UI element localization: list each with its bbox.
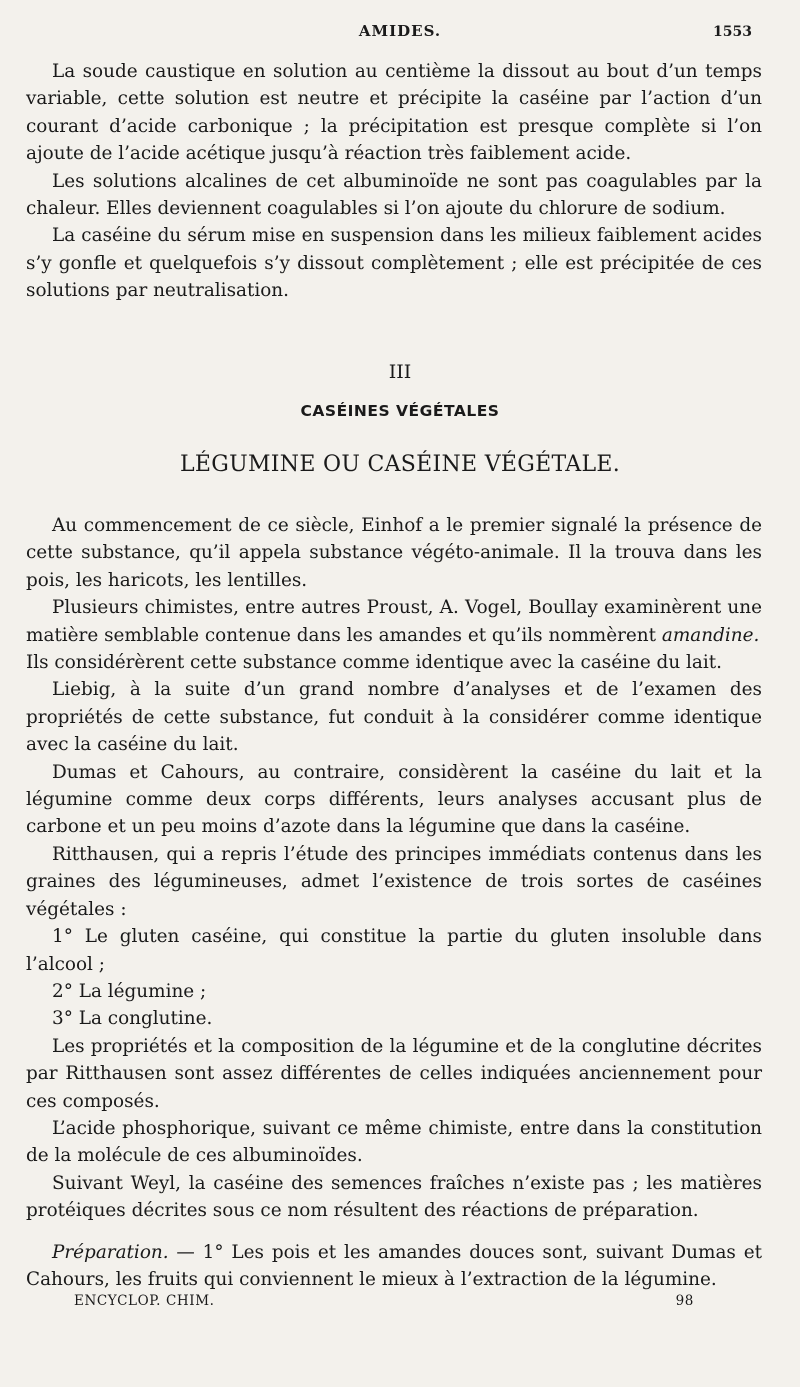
section-title: CASÉINES VÉGÉTALES	[300, 402, 500, 420]
paragraph: La caséine du sérum mise en suspension dans les milieux faiblement acides s’y gonfle et quelquefois s’y dissout complètement ; elle est précipitée de ces solutions par neutralisation.	[26, 225, 762, 302]
list-item: 2° La légumine ;	[52, 980, 207, 1002]
list-item: 1° Le gluten caséine, qui constitue la partie du gluten insoluble dans l’alcool ;	[26, 926, 762, 975]
paragraph: Suivant Weyl, la caséine des semences fraîches n’existe pas ; les matières protéiques décrites sous ce nom résultent des réactions de préparation.	[26, 1172, 762, 1222]
paragraph-text: Plusieurs chimistes, entre autres Proust, A. Vogel, Boullay examinèrent une matière semblable contenue dans les amandes et qu’ils nommèrent	[26, 597, 762, 646]
italic-term: amandine.	[661, 624, 760, 646]
intro-text	[26, 58, 762, 305]
paragraph: Les propriétés et la composition de la légumine et de la conglutine décrites par Ritthausen sont assez différentes de celles indiquées anciennement pour ces composés.	[26, 1035, 762, 1112]
paragraph: Liebig, à la suite d’un grand nombre d’analyses et de l’examen des propriétés de cette substance, fut conduit à la considérer comme identique avec la caséine du lait.	[26, 679, 762, 756]
page-footer	[74, 1293, 694, 1313]
page-number: 1553	[713, 24, 752, 40]
subsection-title: LÉGUMINE OU CASÉINE VÉGÉTALE.	[179, 452, 621, 477]
paragraph: Dumas et Cahours, au contraire, considèrent la caséine du lait et la légumine comme deux corps différents, leurs analyses accusant plus de carbone et un peu moins d’azote dans la légumine que dans la caséine.	[26, 761, 762, 838]
paragraph: L’acide phosphorique, suivant ce même chimiste, entre dans la constitution de la molécule de ces albuminoïdes.	[26, 1117, 762, 1167]
paragraph	[26, 1239, 762, 1294]
signature-mark: ENCYCLOP. CHIM.	[74, 1293, 215, 1309]
paragraph: Ritthausen, qui a repris l’étude des principes immédiats contenus dans les graines des légumineuses, admet l’existence de trois sortes de caséines végétales :	[26, 843, 762, 920]
paragraph	[26, 594, 762, 649]
paragraph: Les solutions alcalines de cet albuminoïde ne sont pas coagulables par la chaleur. Elles deviennent coagulables si l’on ajoute du chlorure de sodium.	[26, 170, 762, 220]
section-number: III	[388, 361, 412, 383]
preparation-label: Préparation.	[52, 1241, 169, 1263]
main-text	[26, 512, 762, 1293]
list-item: 3° La conglutine.	[52, 1008, 213, 1030]
sheet-number: 98	[675, 1293, 694, 1309]
running-header	[0, 22, 800, 48]
paragraph: La soude caustique en solution au centième la dissout au bout d’un temps variable, cette solution est neutre et précipite la caséine par l’action d’un courant d’acide carbonique ; la précipitation est presque complète si l’on ajoute de l’acide acétique jusqu’à réaction très faiblement acide.	[26, 61, 762, 165]
running-title: AMIDES.	[358, 22, 442, 40]
preparation-text: — 1° Les pois et les amandes douces sont, suivant Dumas et Cahours, les fruits qui conviennent le mieux à l’extraction de la légumine.	[26, 1241, 762, 1290]
paragraph: Au commencement de ce siècle, Einhof a le premier signalé la présence de cette substance, qu’il appela substance végéto-animale. Il la trouva dans les pois, les haricots, les lentilles.	[26, 515, 762, 591]
paragraph: Ils considérèrent cette substance comme identique avec la caséine du lait.	[26, 652, 722, 674]
